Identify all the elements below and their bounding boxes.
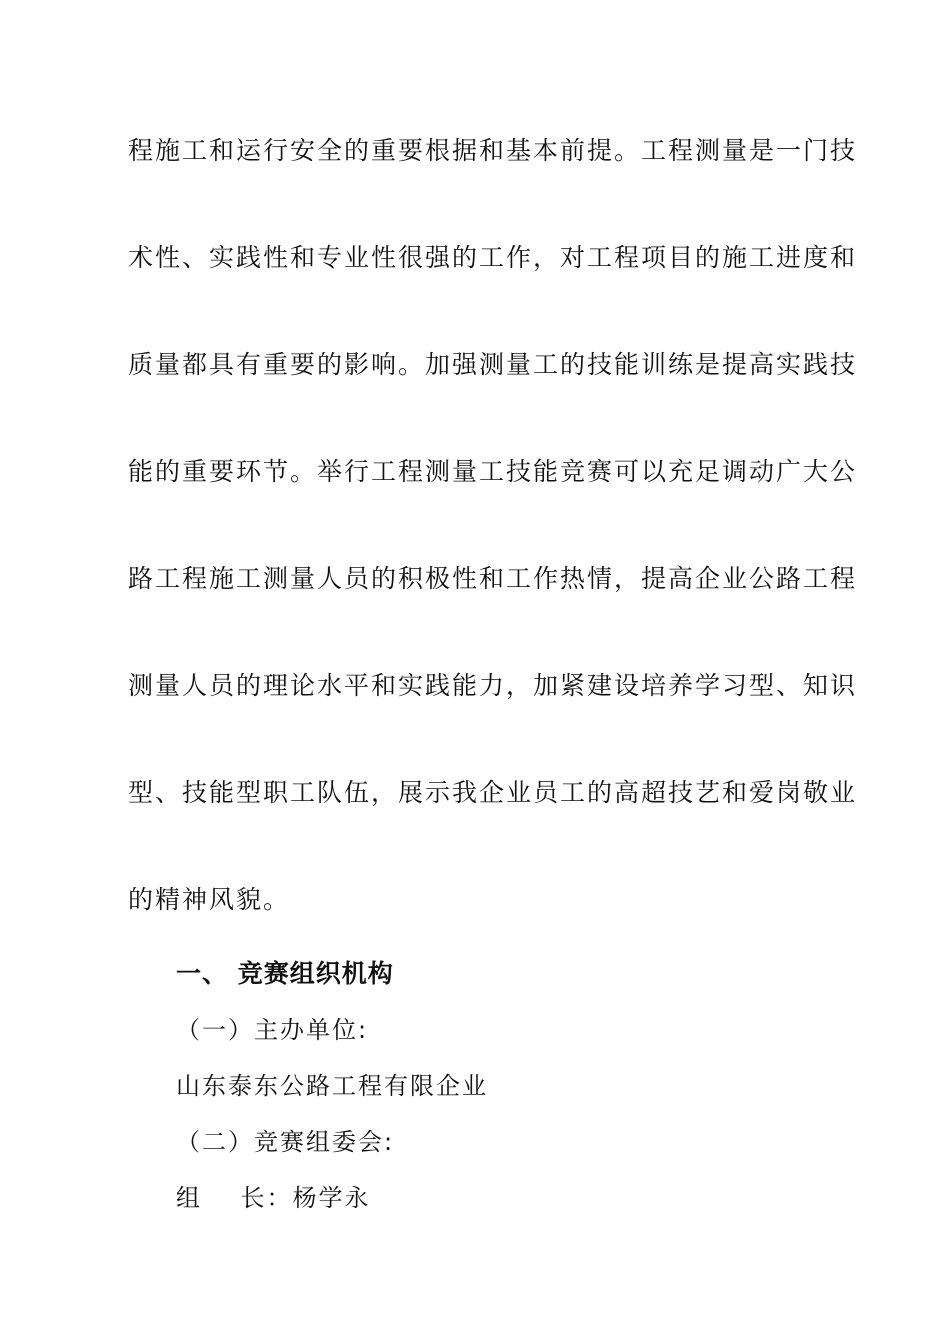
paragraph-line: 质量都具有重要的影响。加强测量工的技能训练是提高实践技 <box>128 350 858 379</box>
section-heading: 一、 竞赛组织机构 <box>176 959 394 988</box>
paragraph-line: 术性、实践性和专业性很强的工作，对工程项目的施工进度和 <box>128 243 858 272</box>
paragraph-line: 路工程施工测量人员的积极性和工作热情，提高企业公路工程 <box>128 564 858 593</box>
paragraph-line: 的精神风貌。 <box>128 885 291 914</box>
paragraph-line: 程施工和运行安全的重要根据和基本前提。工程测量是一门技 <box>128 136 858 165</box>
paragraph-line: 型、技能型职工队伍，展示我企业员工的高超技艺和爱岗敬业 <box>128 778 858 807</box>
sponsor-value: 山东泰东公路工程有限企业 <box>176 1072 488 1100</box>
committee-label: （二）竞赛组委会: <box>176 1128 395 1156</box>
sponsor-label: （一）主办单位: <box>176 1016 369 1044</box>
leader-line: 组 长：杨学永 <box>176 1184 371 1212</box>
paragraph-line: 测量人员的理论水平和实践能力，加紧建设培养学习型、知识 <box>128 671 858 700</box>
paragraph-line: 能的重要环节。举行工程测量工技能竞赛可以充足调动广大公 <box>128 457 858 486</box>
